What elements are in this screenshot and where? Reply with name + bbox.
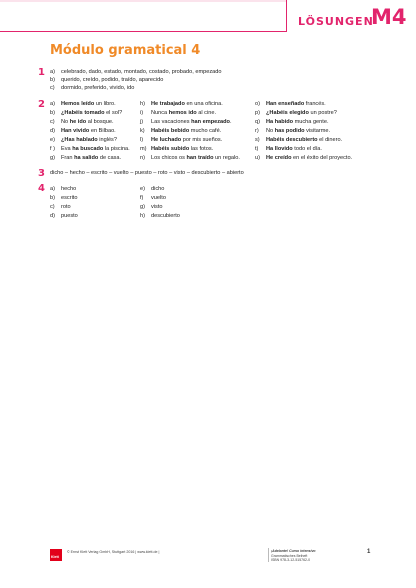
list-item: b) escrito — [50, 195, 78, 201]
list-item: d) puesto — [50, 213, 78, 219]
exercise-3-number: 3 — [38, 168, 45, 179]
list-item: l) He luchado por mis sueños. — [140, 137, 223, 143]
list-item: f ) Eva ha buscado la piscina. — [50, 146, 130, 152]
list-item: b) ¿Habéis tomado el sol? — [50, 110, 123, 116]
list-item: m) Habéis subido las fotos. — [140, 146, 214, 152]
list-item: o) Han enseñado francés. — [255, 101, 326, 107]
list-item: t) Ha llovido todo el día. — [255, 146, 322, 152]
list-item: a) Hemos leído un libro. — [50, 101, 116, 107]
list-item: g) visto — [140, 204, 163, 210]
book-title: ¡Adelante! Curso intensivo — [271, 549, 316, 553]
book-isbn: ISBN 978-3-12-515762-0 — [271, 558, 311, 563]
list-item: c) No he ido al bosque. — [50, 119, 114, 125]
list-item: e) dicho — [140, 186, 165, 192]
list-item: h) He trabajado en una oficina. — [140, 101, 223, 107]
list-item: d) Han vivido en Bilbao. — [50, 128, 116, 134]
list-item: g) Fran ha salido de casa. — [50, 155, 122, 161]
page-title: Módulo gramatical 4 — [50, 43, 201, 58]
list-item: a) hecho — [50, 186, 77, 192]
list-item: c) roto — [50, 204, 71, 210]
book-subtitle: Grammatisches Beiheft — [271, 553, 308, 558]
list-item: u) He creído en el éxito del proyecto. — [255, 155, 353, 161]
list-item: e) ¿Has hablado inglés? — [50, 137, 117, 143]
footer-copyright: © Ernst Klett Verlag GmbH, Stuttgart 2016 | www.klett.de | — [67, 550, 160, 554]
list-item: q) Ha habido mucha gente. — [255, 119, 329, 125]
answer-text: dicho – hecho – escrito – vuelto – puesto – roto – visto – descubierto – abierto — [50, 170, 244, 176]
exercise-2-number: 2 — [38, 99, 45, 110]
list-item: f) vuelto — [140, 195, 166, 201]
list-item: j) Las vacaciones han empezado. — [140, 119, 232, 125]
publisher-logo: Klett — [50, 549, 62, 561]
list-item: s) Habéis descubierto el dinero. — [255, 137, 343, 143]
list-item: r) No has podido visitarme. — [255, 128, 331, 134]
list-item: b) querido, creído, podido, traído, aparecido — [50, 77, 164, 83]
section-label: LÖSUNGEN — [298, 15, 374, 28]
list-item: n) Los chicos os han traído un regalo. — [140, 155, 240, 161]
exercise-1-number: 1 — [38, 67, 45, 78]
list-item: p) ¿Habéis elegido un postre? — [255, 110, 337, 116]
exercise-4-number: 4 — [38, 183, 45, 194]
footer-divider — [268, 548, 269, 562]
page-number: 1 — [367, 549, 371, 555]
list-item: h) descubierto — [140, 213, 180, 219]
footer-book-info — [271, 549, 316, 563]
module-code: M4 — [371, 5, 407, 29]
list-item: k) Habéis bebido mucho café. — [140, 128, 222, 134]
list-item: a) celebrado, dado, estado, montado, costado, probado, empezado — [50, 69, 222, 75]
list-item: c) dormido, preferido, vivido, ido — [50, 85, 135, 91]
list-item: i) Nunca hemos ido al cine. — [140, 110, 216, 116]
